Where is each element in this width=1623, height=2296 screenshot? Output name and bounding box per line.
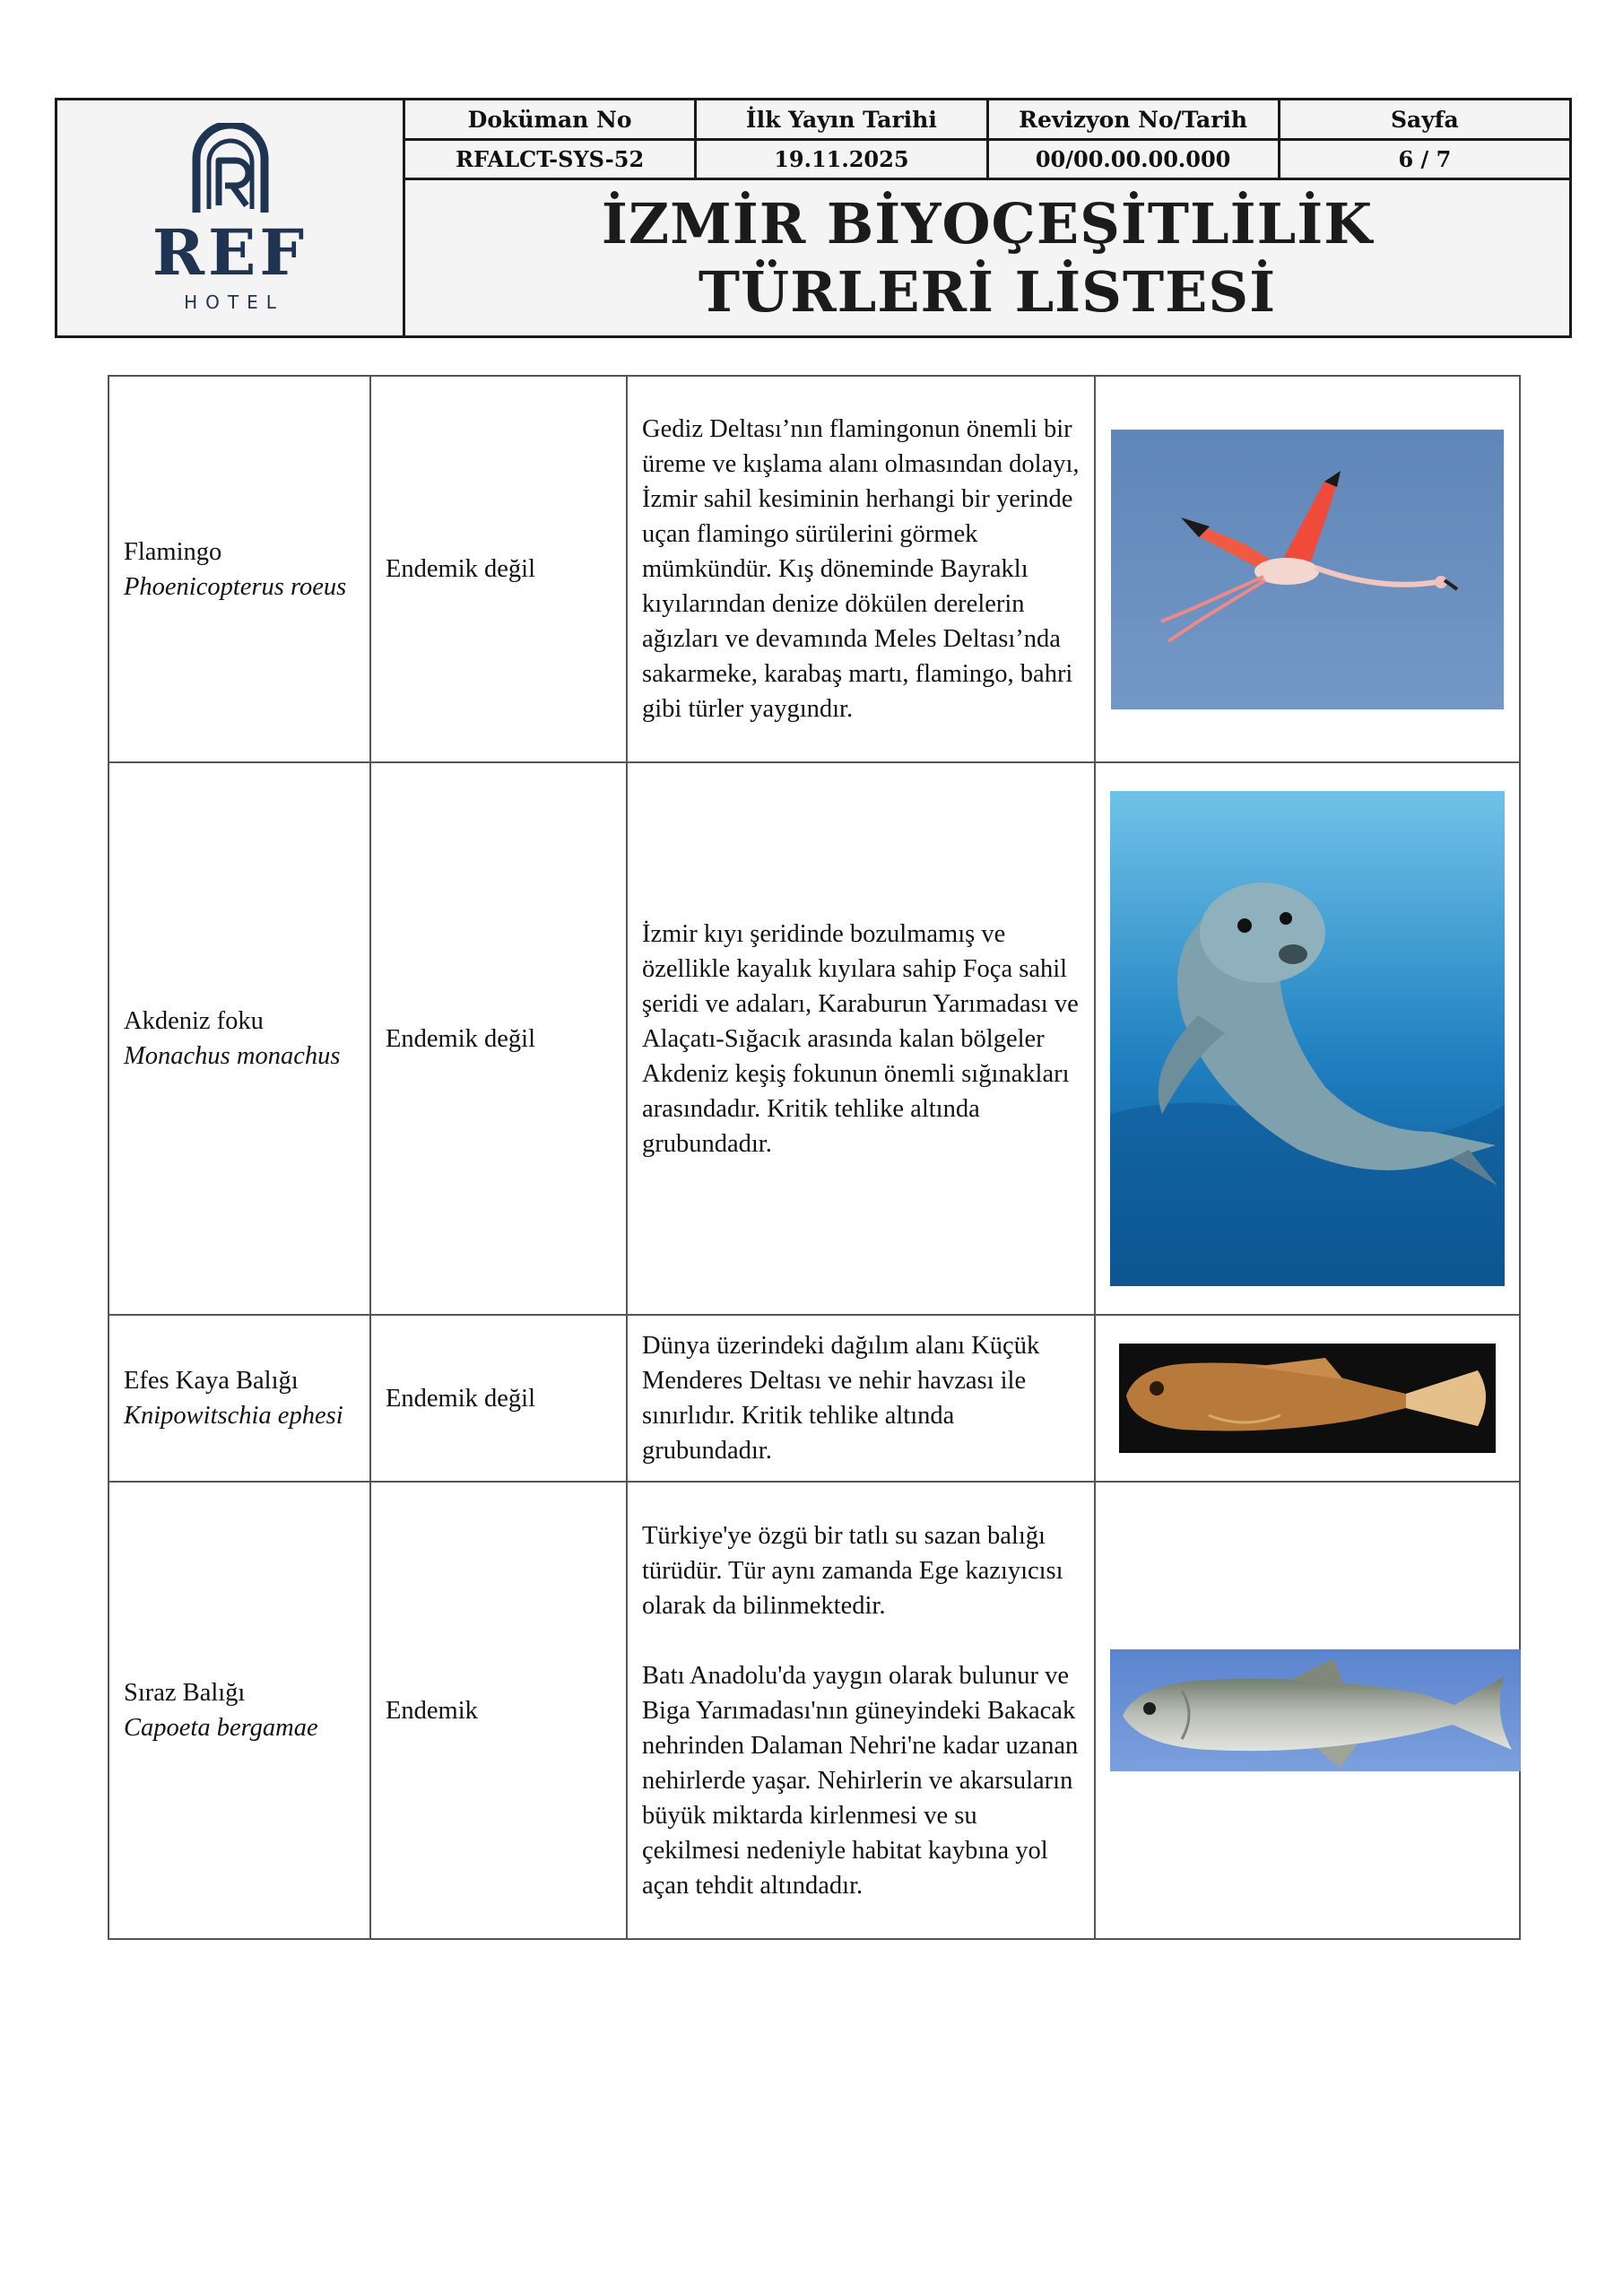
meta-label-first-date: İlk Yayın Tarihi	[697, 100, 988, 138]
document-header	[55, 98, 1572, 338]
table-row	[108, 376, 1520, 762]
scientific-name: Monachus monachus	[124, 1042, 341, 1070]
meta-label-revision: Revizyon No/Tarih	[989, 100, 1280, 138]
meta-value-doc-no: RFALCT-SYS-52	[405, 141, 697, 178]
description-cell: Dünya üzerindeki dağılım alanı Küçük Menderes Deltası ve nehir havzası ile sınırlıdır. Kritik tehlike altında grubundadır.	[627, 1315, 1095, 1482]
photo-cell	[1095, 1315, 1520, 1482]
common-name: Efes Kaya Balığı	[124, 1367, 299, 1395]
species-name-cell	[108, 376, 370, 762]
seal-photo-icon	[1110, 791, 1505, 1286]
scientific-name: Phoenicopterus roeus	[124, 572, 347, 601]
description-cell: İzmir kıyı şeridinde bozulmamış ve özellikle kayalık kıyılara sahip Foça sahil şeridi ve adaları, Karaburun Yarımadası ve Alaçatı-Sığacık arasında kalan bölgeler Akdeniz keşiş fokunun önemli sığınakları arasındadır. Kritik tehlike altında grubundadır.	[627, 762, 1095, 1315]
title-line-1: İZMİR BİYOÇEŞİTLİLİK	[601, 190, 1374, 257]
table-row	[108, 762, 1520, 1315]
logo-subtitle: HOTEL	[184, 291, 284, 313]
photo-cell	[1095, 762, 1520, 1315]
species-table	[108, 375, 1521, 1940]
status-cell: Endemik değil	[370, 762, 627, 1315]
scientific-name: Capoeta bergamae	[124, 1714, 318, 1742]
meta-value-first-date: 19.11.2025	[697, 141, 988, 178]
scientific-name: Knipowitschia ephesi	[124, 1402, 343, 1430]
document-title	[405, 180, 1569, 335]
species-name-cell	[108, 1482, 370, 1939]
description-cell: Türkiye'ye özgü bir tatlı su sazan balığı türüdür. Tür aynı zamanda Ege kazıyıcısı olarak da bilinmektedir. Batı Anadolu'da yaygın olarak bulunur ve Biga Yarımadası'nın güneyindeki Bakacak nehrinden Dalaman Nehri'ne kadar uzanan nehirlerde yaşar. Nehirlerin ve akarsuların büyük miktarda kirlenmesi ve su çekilmesi nedeniyle habitat kaybına yol açan tehdit altındadır.	[627, 1482, 1095, 1939]
ref-logo-mark-icon	[189, 123, 272, 216]
common-name: Flamingo	[124, 537, 222, 566]
species-name-cell	[108, 762, 370, 1315]
goby-photo-icon	[1119, 1344, 1496, 1453]
title-line-2: TÜRLERİ LİSTESİ	[698, 258, 1277, 325]
meta-value-page: 6 / 7	[1398, 146, 1452, 172]
species-name-cell	[108, 1315, 370, 1482]
photo-cell	[1095, 1482, 1520, 1939]
meta-values-row	[405, 141, 1569, 180]
common-name: Sıraz Balığı	[124, 1679, 246, 1707]
flamingo-photo-icon	[1111, 430, 1504, 709]
logo-name: REF	[152, 215, 308, 290]
table-row	[108, 1315, 1520, 1482]
fish-photo-icon	[1110, 1649, 1521, 1771]
meta-labels-row	[405, 100, 1569, 141]
document-meta	[405, 100, 1569, 335]
description-cell: Gediz Deltası’nın flamingonun önemli bir üreme ve kışlama alanı olmasından dolayı, İzmir sahil kesiminin herhangi bir yerinde uçan flamingo sürülerini görmek mümkündür. Kış döneminde Bayraklı kıyılarından denize dökülen derelerin ağızları ve devamında Meles Deltası’nda sakarmeke, karabaş martı, flamingo, bahri gibi türler yaygındır.	[627, 376, 1095, 762]
status-cell: Endemik değil	[370, 376, 627, 762]
meta-label-doc-no: Doküman No	[405, 100, 697, 138]
table-row	[108, 1482, 1520, 1939]
photo-cell	[1095, 376, 1520, 762]
status-cell: Endemik değil	[370, 1315, 627, 1482]
hotel-logo	[57, 100, 405, 335]
meta-value-revision: 00/00.00.00.000	[989, 141, 1280, 178]
status-cell: Endemik	[370, 1482, 627, 1939]
meta-label-page: Sayfa	[1391, 106, 1459, 133]
common-name: Akdeniz foku	[124, 1007, 264, 1035]
